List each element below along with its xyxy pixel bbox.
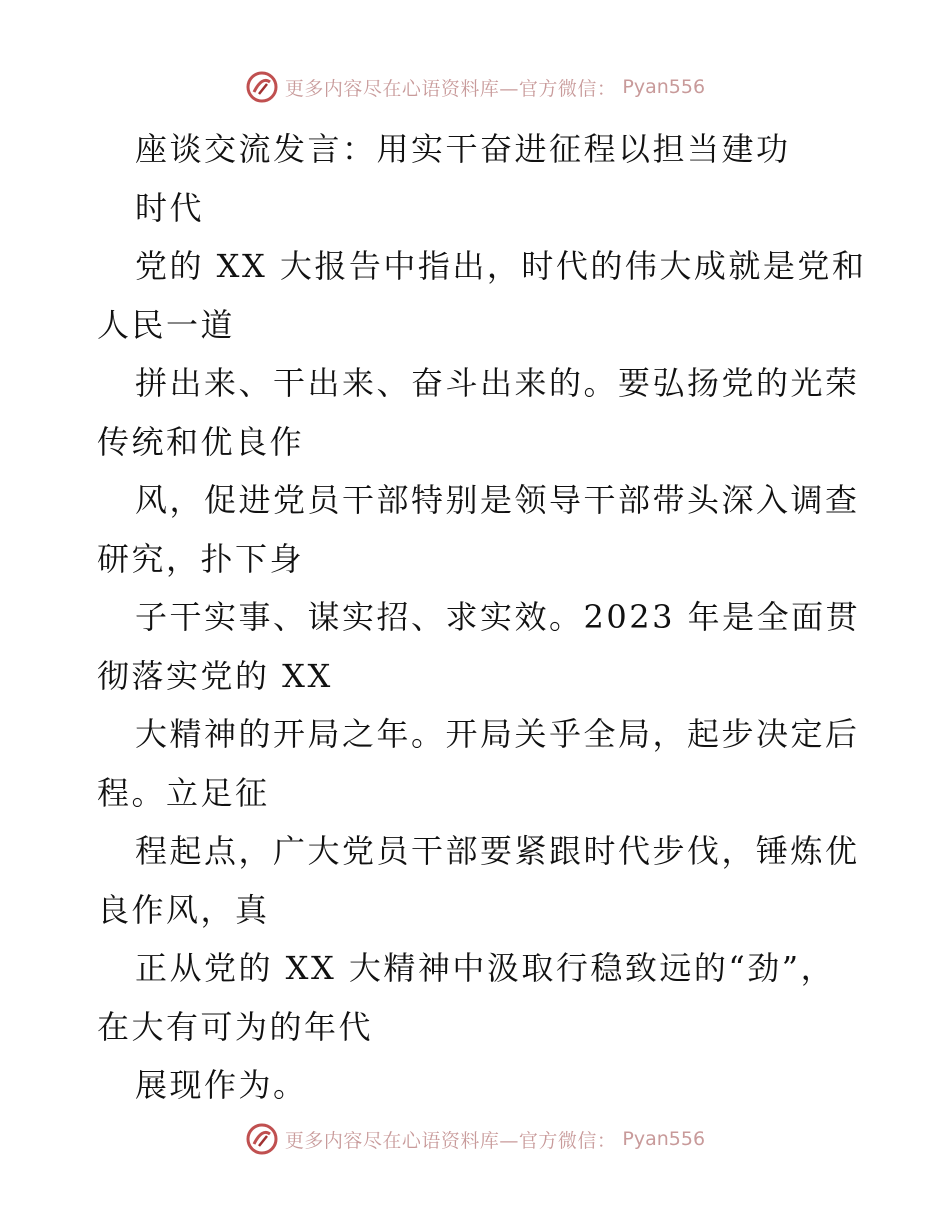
text-line: 拼出来、干出来、奋斗出来的。要弘扬党的光荣 [135, 364, 860, 402]
text-line: 时代 [135, 188, 205, 227]
watermark-text: 更多内容尽在心语资料库—官方微信： [284, 1129, 617, 1152]
brand-logo-icon [245, 70, 279, 104]
document-body [97, 120, 867, 1115]
text-line: 党的 XX 大报告中指出，时代的伟大成就是党和 [135, 247, 867, 285]
text-line: 程。立足征 [97, 773, 270, 812]
text-line: 良作风，真 [97, 890, 270, 929]
footer-watermark [0, 1122, 950, 1156]
text-line: 风，促进党员干部特别是领导干部带头深入调查 [135, 481, 860, 519]
text-line: 彻落实党的 XX [97, 656, 333, 695]
header-watermark [0, 70, 950, 104]
text-line: 大精神的开局之年。开局关乎全局，起步决定后 [135, 715, 860, 753]
text-line: 研究，扑下身 [97, 539, 305, 578]
text-line: 子干实事、谋实招、求实效。2023 年是全面贯 [135, 598, 861, 636]
text-line: 正从党的 XX 大精神中汲取行稳致远的“劲”， [135, 949, 836, 987]
text-line: 程起点，广大党员干部要紧跟时代步伐，锤炼优 [135, 832, 860, 870]
text-line: 人民一道 [97, 305, 236, 344]
watermark-wechat-id: Pyan556 [622, 1128, 706, 1150]
watermark-text: 更多内容尽在心语资料库—官方微信： [284, 77, 617, 100]
text-line: 传统和优良作 [97, 422, 305, 461]
document-title-line: 座谈交流发言：用实干奋进征程以担当建功 [135, 130, 791, 168]
text-line: 展现作为。 [135, 1066, 308, 1104]
brand-logo-icon [245, 1122, 279, 1156]
watermark-wechat-id: Pyan556 [622, 76, 706, 98]
text-line: 在大有可为的年代 [97, 1007, 374, 1046]
